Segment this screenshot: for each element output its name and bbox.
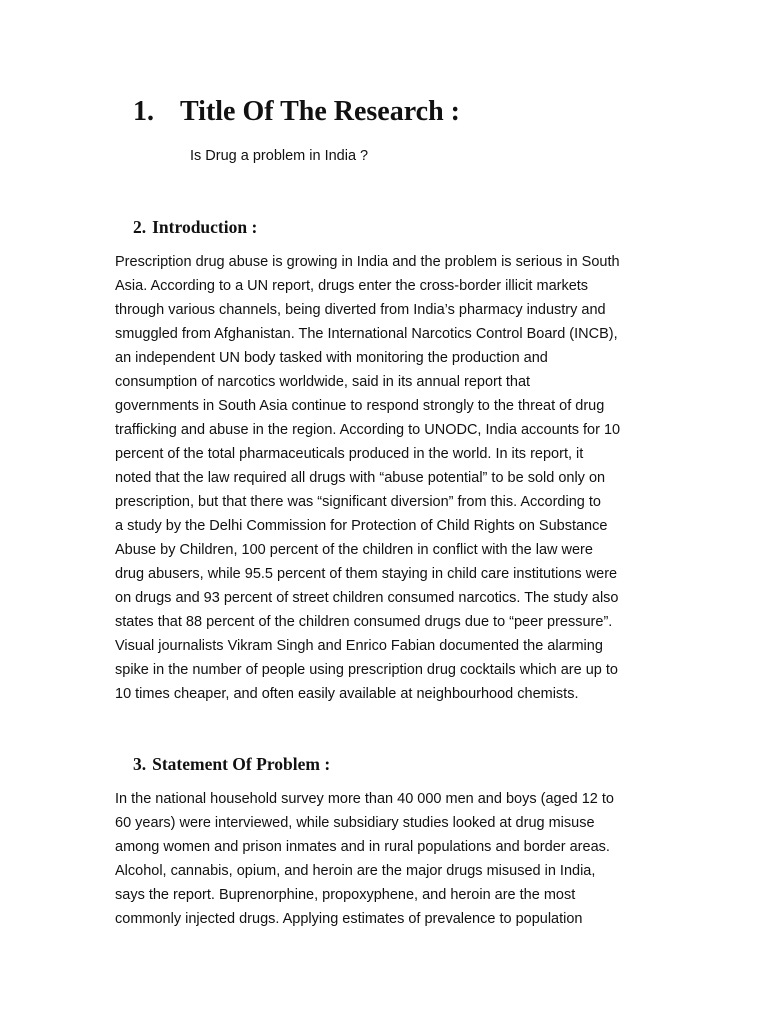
paragraph-line: Asia. According to a UN report, drugs enter the cross-border illicit markets [115, 278, 589, 294]
section-number: 3. [133, 754, 147, 774]
section-number: 1. [133, 96, 154, 127]
section-number: 2. [133, 217, 147, 237]
paragraph-line: percent of the total pharmaceuticals produced in the world. In its report, it [115, 446, 584, 462]
paragraph-line: smuggled from Afghanistan. The International Narcotics Control Board (INCB), [115, 326, 618, 342]
paragraph-line: Visual journalists Vikram Singh and Enrico Fabian documented the alarming [115, 638, 603, 654]
paragraph-line: commonly injected drugs. Applying estimates of prevalence to population [115, 911, 583, 927]
paragraph-line: prescription, but that there was “significant diversion” from this. According to [115, 494, 601, 510]
paragraph-line: among women and prison inmates and in rural populations and border areas. [115, 839, 610, 855]
paragraph-line: noted that the law required all drugs with “abuse potential” to be sold only on [115, 470, 606, 486]
paragraph-line: Prescription drug abuse is growing in India and the problem is serious in South [115, 254, 620, 270]
paragraph-line: drug abusers, while 95.5 percent of them staying in child care institutions were [115, 566, 618, 582]
paragraph-line: through various channels, being diverted from India’s pharmacy industry and [115, 302, 606, 318]
section-heading-text: Title Of The Research : [180, 96, 460, 127]
research-title-heading [133, 94, 460, 130]
section-heading-text: Statement Of Problem : [152, 754, 331, 774]
paragraph-line: consumption of narcotics worldwide, said in its annual report that [115, 374, 531, 390]
paragraph-line: trafficking and abuse in the region. According to UNODC, India accounts for 10 [115, 422, 621, 438]
introduction-paragraph [115, 250, 680, 706]
section-heading-text: Introduction : [152, 217, 258, 237]
paragraph-line: 60 years) were interviewed, while subsidiary studies looked at drug misuse [115, 815, 595, 831]
paragraph-line: a study by the Delhi Commission for Protection of Child Rights on Substance [115, 518, 608, 534]
paragraph-line: Alcohol, cannabis, opium, and heroin are the major drugs misused in India, [115, 863, 596, 879]
paragraph-line: 10 times cheaper, and often easily available at neighbourhood chemists. [115, 686, 579, 702]
paragraph-line: Abuse by Children, 100 percent of the children in conflict with the law were [115, 542, 593, 558]
paragraph-line: says the report. Buprenorphine, propoxyphene, and heroin are the most [115, 887, 576, 903]
research-title: Is Drug a problem in India ? [190, 148, 369, 164]
introduction-heading [133, 214, 257, 240]
paragraph-line: states that 88 percent of the children consumed drugs due to “peer pressure”. [115, 614, 613, 630]
paragraph-line: an independent UN body tasked with monitoring the production and [115, 350, 548, 366]
paragraph-line: spike in the number of people using prescription drug cocktails which are up to [115, 662, 618, 678]
statement-of-problem-heading [133, 751, 330, 777]
statement-paragraph [115, 787, 680, 931]
paragraph-line: In the national household survey more than 40 000 men and boys (aged 12 to [115, 791, 614, 807]
paragraph-line: on drugs and 93 percent of street children consumed narcotics. The study also [115, 590, 619, 606]
paragraph-line: governments in South Asia continue to respond strongly to the threat of drug [115, 398, 605, 414]
